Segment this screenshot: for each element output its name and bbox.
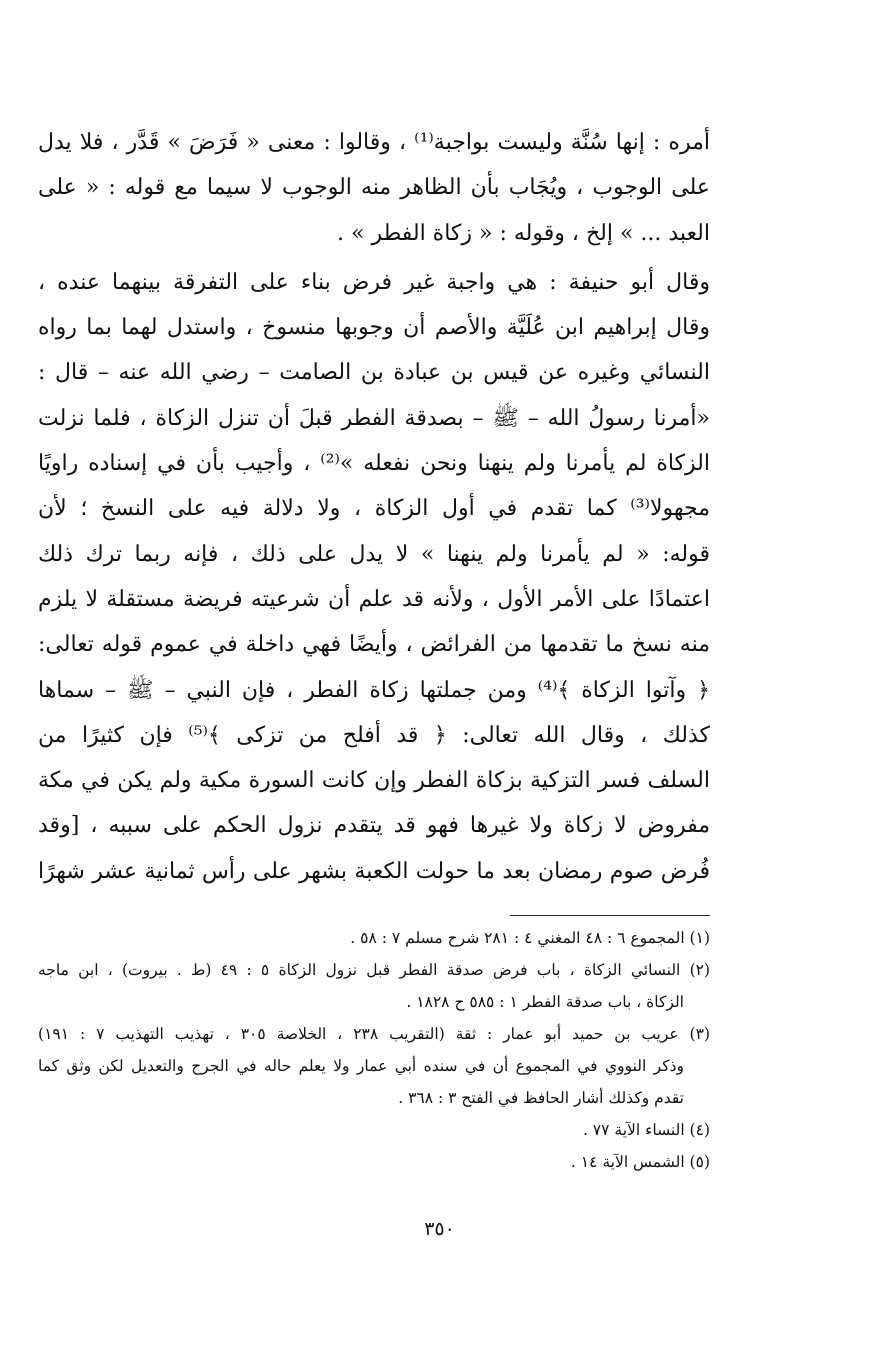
footnote-3-continued: وذكر النووي في المجموع أن في سنده أبي عمار ولا يعلم حاله في الجرح والتعديل لكن وثق كما: [38, 1057, 684, 1075]
page-number: ٣٥٠: [424, 1218, 455, 1240]
main-text: [38, 120, 710, 894]
footnote-divider: [510, 915, 710, 916]
footnote-2-continued: الزكاة ، باب صدقة الفطر ١ : ٥٨٥ ح ١٨٢٨ .: [406, 993, 684, 1011]
text-line: «أمرنا رسولُ الله – ﷺ – بصدقة الفطر قبلَ أن تنزل الزكاة ، فلما نزلت: [38, 405, 710, 431]
footnote-4: (٤) النساء الآية ٧٧ .: [582, 1121, 710, 1139]
text-line: كذلك ، وقال الله تعالى: ﴿ قد أفلح من تزكى ﴾⁽⁵⁾ فإن كثيرًا من: [38, 722, 710, 748]
text-line: النسائي وغيره عن قيس بن عبادة بن الصامت – رضي الله عنه – قال :: [38, 360, 710, 386]
text-line: على الوجوب ، ويُجَاب بأن الظاهر منه الوجوب لا سيما مع قوله : « على: [38, 175, 710, 201]
text-line: فُرض صوم رمضان بعد ما حولت الكعبة بشهر على رأس ثمانية عشر شهرًا: [38, 858, 710, 884]
footnote-1: (١) المجموع ٦ : ٤٨ المغني ٤ : ٢٨١ شرح مسلم ٧ : ٥٨ .: [350, 929, 710, 947]
footnote-3: (٣) عريب بن حميد أبو عمار : ثقة (التقريب ٢٣٨ ، الخلاصة ٣٠٥ ، تهذيب التهذيب ٧ : ١٩١): [38, 1025, 710, 1043]
footnotes: [38, 922, 710, 1178]
text-line: أمره : إنها سُنَّة وليست بواجبة⁽¹⁾ ، وقالوا : معنى « فَرَضَ » قَدَّر ، فلا يدل: [38, 130, 710, 155]
text-line: قوله: « لم يأمرنا ولم ينهنا » لا يدل على ذلك ، فإنه ربما ترك ذلك: [38, 541, 710, 567]
text-line: منه نسخ ما تقدمها من الفرائض ، وأيضًا فهي داخلة في عموم قوله تعالى:: [38, 632, 710, 658]
text-line: الزكاة لم يأمرنا ولم ينهنا ونحن نفعله »⁽²⁾ ، وأجيب بأن في إسناده راويًا: [38, 451, 710, 477]
footnote-3-continued: تقدم وكذلك أشار الحافظ في الفتح ٣ : ٣٦٨ .: [398, 1089, 684, 1107]
text-line: اعتمادًا على الأمر الأول ، ولأنه قد علم أن شرعيته فريضة مستقلة لا يلزم: [38, 586, 710, 612]
text-line: مجهولا⁽³⁾ كما تقدم في أول الزكاة ، ولا دلالة فيه على النسخ ؛ لأن: [38, 496, 710, 522]
text-line: مفروض لا زكاة ولا غيرها فهو قد يتقدم نزول الحكم على سببه ، [وقد: [38, 813, 710, 839]
text-line: السلف فسر التزكية بزكاة الفطر وإن كانت السورة مكية ولم يكن في مكة: [38, 768, 710, 794]
footnote-5: (٥) الشمس الآية ١٤ .: [570, 1153, 710, 1171]
text-line: وقال أبو حنيفة : هي واجبة غير فرض بناء على التفرقة بينهما عنده ،: [38, 269, 710, 295]
text-line: ﴿ وآتوا الزكاة ﴾⁽⁴⁾ ومن جملتها زكاة الفطر ، فإن النبي – ﷺ – سماها: [38, 677, 710, 703]
text-line: العبد ... » إلخ ، وقوله : « زكاة الفطر » .: [337, 220, 710, 246]
text-line: وقال إبراهيم ابن عُلَيَّة والأصم أن وجوبها منسوخ ، واستدل لهما بما رواه: [38, 315, 710, 341]
footnote-2: (٢) النسائي الزكاة ، باب فرض صدقة الفطر قبل نزول الزكاة ٥ : ٤٩ (ط . بيروت) ، ابن ماجه: [38, 961, 710, 979]
